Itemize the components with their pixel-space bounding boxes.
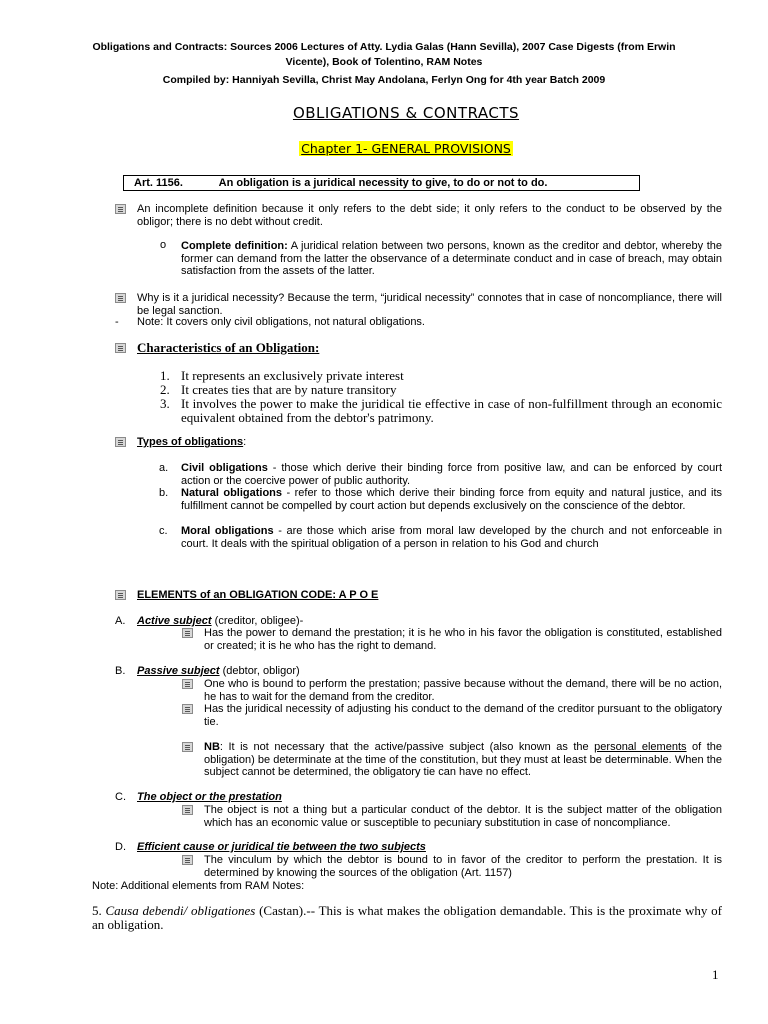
element-letter: D. [115, 841, 126, 853]
bullet-icon [115, 437, 126, 447]
page-title: OBLIGATIONS & CONTRACTS [292, 104, 520, 122]
element-description: The vinculum by which the debtor is bound to in favor of the creditor to perform the prestation. It is determined by knowing the sources of the obligation (Art. 1157) [204, 854, 722, 879]
element-description: The object is not a thing but a particular conduct of the debtor. It is the subject matter of the obligation which has an economic value or susceptible to pecuniary substitution in case of noncompliance. [204, 804, 722, 829]
note-civil-obligations: Note: It covers only civil obligations, not natural obligations. [137, 316, 425, 328]
article-text: An obligation is a juridical necessity to give, to do or not to do. [218, 177, 548, 189]
element-label: Active subject [137, 615, 212, 627]
type-item-moral [181, 525, 722, 550]
type-letter: a. [159, 462, 169, 474]
element-rest: (creditor, obligee)- [211, 615, 304, 627]
bullet-icon [182, 628, 193, 638]
element-letter: C. [115, 791, 126, 803]
types-heading-colon: : [243, 436, 247, 448]
element-description: Has the power to demand the prestation; it is he who in his favor the obligation is constituted, established or created; it is he who has the right to demand. [204, 627, 722, 652]
paragraph-incomplete-definition: An incomplete definition because it only refers to the debt side; it only refers to the conduct to be observed by the obligor; there is no debt without credit. [137, 203, 722, 228]
element-active-subject [137, 615, 303, 628]
characteristic-number: 1. [160, 368, 170, 383]
element-label: Passive subject [137, 665, 220, 677]
type-label: Natural obligations [181, 487, 283, 499]
complete-definition [181, 240, 722, 278]
bullet-icon [182, 704, 193, 714]
characteristic-item: It creates ties that are by nature transitory [181, 382, 397, 397]
nb-text: : It is not necessary that the active/passive subject (also known as the [219, 741, 595, 753]
note-additional-elements: Note: Additional elements from RAM Notes: [92, 880, 305, 892]
bullet-icon [115, 204, 126, 214]
header-sources-line2: Vicente), Book of Tolentino, RAM Notes [285, 56, 483, 68]
bullet-icon [182, 855, 193, 865]
type-text: - refer to those which derive their binding force from equity and natural justice, and its fulfillment cannot be compelled by court action but depends exclusively on the conscience of the debtor. [181, 487, 723, 512]
element-rest: (debtor, obligor) [219, 665, 300, 677]
article-box [123, 175, 640, 191]
document-header [60, 40, 708, 70]
bullet-icon [182, 679, 193, 689]
header-compiled-by: Compiled by: Hanniyah Sevilla, Christ May Andolana, Ferlyn Ong for 4th year Batch 2009 [162, 74, 606, 86]
type-item-civil [181, 462, 722, 487]
item-italic-term: Causa debendi/ obligationes [105, 903, 256, 918]
type-letter: c. [159, 525, 168, 537]
header-sources-line1: Obligations and Contracts: Sources 2006 Lectures of Atty. Lydia Galas (Hann Sevilla), 2007 Case Digests (from Erwin [92, 41, 676, 53]
item-text: (Castan).-- This is what makes the obligation demandable. This is the proximate why of an obligation. [92, 903, 723, 932]
type-label: Civil obligations [181, 462, 268, 474]
type-item-natural [181, 487, 722, 512]
element-description: One who is bound to perform the prestation; passive because without the demand, there will be no action, he has to wait for the demand from the creditor. [204, 678, 722, 703]
element-description: Has the juridical necessity of adjusting his conduct to the demand of the creditor pursuant to the obligatory tie. [204, 703, 722, 728]
characteristics-heading: Characteristics of an Obligation: [137, 340, 320, 355]
dash-marker: - [115, 316, 119, 328]
elements-heading: ELEMENTS of an OBLIGATION CODE: A P O E [137, 589, 379, 601]
article-number: Art. 1156. [134, 177, 183, 189]
element-letter: B. [115, 665, 126, 677]
bullet-icon [115, 293, 126, 303]
characteristic-item: It represents an exclusively private interest [181, 368, 404, 383]
element-efficient-cause: Efficient cause or juridical tie between the two subjects [137, 841, 426, 853]
item-number: 5. [92, 903, 102, 918]
chapter-heading: Chapter 1- GENERAL PROVISIONS [301, 141, 511, 156]
element-letter: A. [115, 615, 126, 627]
bullet-icon [115, 590, 126, 600]
characteristic-item: It involves the power to make the juridical tie effective in case of non-fulfillment through an economic equivalent obtained from the debtor's patrimony. [181, 396, 722, 425]
types-heading [137, 436, 246, 449]
item-causa-debendi [92, 904, 722, 932]
element-object-prestation: The object or the prestation [137, 791, 282, 803]
nb-text: of the obligation) be determinate at the time of the constitution, but they must at least be determinable. When the subject cannot be determined, the obligatory tie can have no effect. [204, 741, 722, 779]
bullet-icon [115, 343, 126, 353]
sub-bullet-marker: o [160, 239, 167, 251]
characteristic-number: 3. [160, 396, 170, 411]
element-passive-subject [137, 665, 300, 678]
type-text: - are those which arise from moral law developed by the church and not enforceable in court. It deals with the spiritual obligation of a person in relation to his God and church [181, 525, 723, 550]
nb-label: NB [204, 741, 220, 753]
nb-note [204, 741, 722, 779]
paragraph-juridical-necessity: Why is it a juridical necessity? Because the term, “juridical necessity” connotes that in case of noncompliance, there will be legal sanction. [137, 292, 722, 317]
characteristic-number: 2. [160, 382, 170, 397]
complete-definition-label: Complete definition: [181, 240, 288, 252]
types-heading-text: Types of obligations [137, 436, 244, 448]
type-letter: b. [159, 487, 169, 499]
bullet-icon [182, 742, 193, 752]
complete-definition-text: A juridical relation between two persons, known as the creditor and debtor, whereby the former can demand from the latter the observance of a determinate conduct and in case of breach, may obtain satisfaction from the assets of the latter. [181, 240, 723, 278]
nb-underlined: personal elements [594, 741, 687, 753]
type-text: - those which derive their binding force from positive law, and can be enforced by court action or the coercive power of public authority. [181, 462, 723, 487]
bullet-icon [182, 805, 193, 815]
page-number: 1 [712, 967, 719, 982]
type-label: Moral obligations [181, 525, 274, 537]
